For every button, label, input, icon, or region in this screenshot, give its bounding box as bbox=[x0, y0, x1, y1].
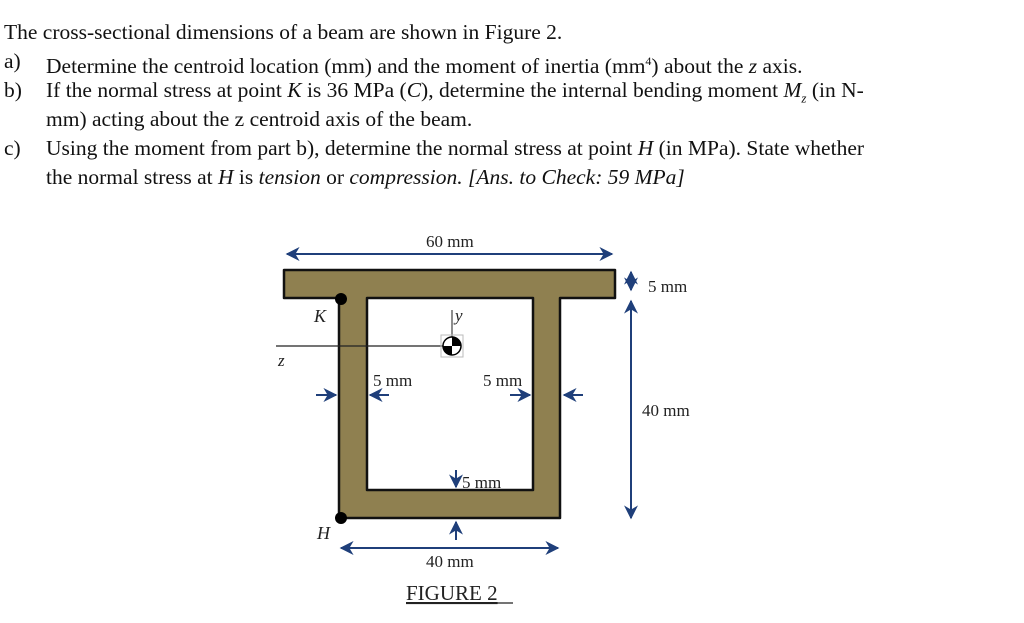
c-pre: Using the moment from part b), determine the normal stress at point bbox=[46, 136, 638, 160]
part-a-label: a) bbox=[4, 49, 21, 73]
bottom-thickness-label: 5 mm bbox=[462, 473, 502, 492]
part-c-label: c) bbox=[4, 136, 21, 160]
b-mid: is 36 MPa ( bbox=[301, 78, 407, 102]
c2-answer: . [Ans. to Check: 59 MPa] bbox=[457, 165, 685, 189]
c2-mid: is bbox=[233, 165, 259, 189]
point-h-label: H bbox=[317, 523, 330, 543]
b-sub: z bbox=[801, 90, 807, 106]
c-post: (in MPa). State whether bbox=[653, 136, 865, 160]
c2-h: H bbox=[217, 165, 234, 189]
b-post: (in N- bbox=[806, 78, 864, 102]
part-a-mid: ) about the bbox=[651, 54, 749, 78]
part-a-post: axis. bbox=[757, 54, 803, 78]
flange-thickness-label: 5 mm bbox=[648, 277, 688, 296]
b-pre: If the normal stress at point bbox=[46, 78, 288, 102]
b-mid2: ), determine the internal bending moment bbox=[421, 78, 784, 102]
part-a-sup: 4 bbox=[645, 54, 652, 68]
c2-or: or bbox=[320, 165, 350, 189]
point-h bbox=[335, 512, 347, 524]
b-m: M bbox=[783, 78, 802, 102]
b-c: C bbox=[406, 78, 422, 102]
bottom-width-label: 40 mm bbox=[426, 552, 474, 571]
figure-caption: FIGURE 2 bbox=[406, 581, 498, 605]
part-a-z: z bbox=[748, 54, 758, 78]
z-axis-label: z bbox=[278, 351, 285, 370]
web-height-label: 40 mm bbox=[642, 401, 690, 420]
c2-pre: the normal stress at bbox=[46, 165, 218, 189]
left-web-label: 5 mm bbox=[373, 371, 413, 390]
point-k-label: K bbox=[314, 306, 327, 326]
b-k: K bbox=[287, 78, 302, 102]
c-h: H bbox=[637, 136, 654, 160]
part-b-line2: mm) acting about the z centroid axis of the beam. bbox=[46, 107, 473, 131]
c2-compression: compression bbox=[349, 165, 458, 189]
top-width-label: 60 mm bbox=[426, 232, 474, 251]
c2-tension: tension bbox=[258, 165, 321, 189]
part-a-pre: Determine the centroid location (mm) and the moment of inertia (mm bbox=[46, 54, 646, 78]
point-k bbox=[335, 293, 347, 305]
part-b-label: b) bbox=[4, 78, 22, 102]
centroid-icon bbox=[441, 335, 463, 357]
right-web-label: 5 mm bbox=[483, 371, 523, 390]
intro-text: The cross-sectional dimensions of a beam are shown in Figure 2. bbox=[4, 20, 563, 44]
y-axis-label: y bbox=[455, 306, 463, 325]
